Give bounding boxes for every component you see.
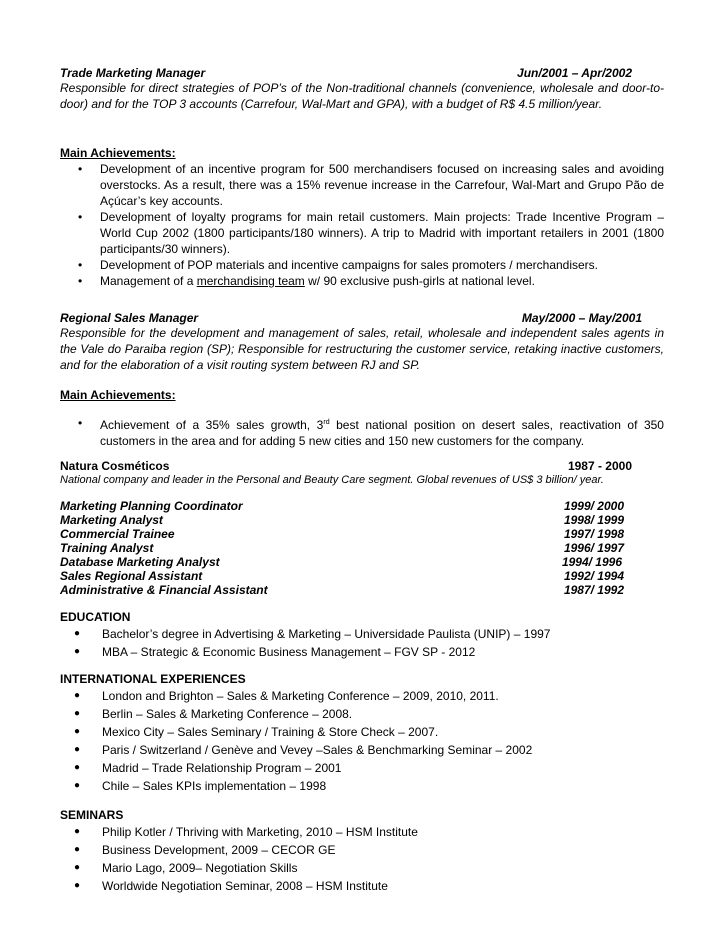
job-description: Responsible for direct strategies of POP’s of the Non-traditional channels (convenience, wholesale and door-to-door) and for the TOP 3 accounts (Carrefour, Wal-Mart and GPA), with a budget of R$ 4.5 million/year. — [60, 81, 664, 111]
list-item-text: best national position on desert sales, reactivation of 350 customers in the area and for adding 5 new cities and 150 new customers for the company. — [100, 418, 664, 448]
international-list — [60, 687, 664, 795]
achievement-list — [60, 415, 664, 449]
role-date: 1987/ 1992 — [563, 583, 624, 597]
role-title: Marketing Analyst — [60, 513, 163, 527]
role-row — [60, 569, 664, 583]
role-date: 1999/ 2000 — [563, 499, 624, 513]
list-item-text: w/ 90 exclusive push-girls at national level. — [304, 274, 535, 288]
company-description: National company and leader in the Personal and Beauty Care segment. Global revenues of US$ 3 billion/ year. — [60, 474, 604, 486]
role-row — [60, 583, 664, 597]
list-item: • Development of loyalty programs for main retail customers. Main projects: Trade Incentive Program – World Cup 2002 (1800 participants/180 winners). A trip to Madrid with important retailers in 2001 (1800 participants/30 winners). — [60, 209, 664, 257]
role-row — [60, 513, 664, 527]
job-date: Jun/2001 – Apr/2002 — [517, 66, 632, 80]
list-item: ● Worldwide Negotiation Seminar, 2008 – HSM Institute — [60, 877, 664, 895]
education-list — [60, 625, 664, 661]
list-item: ● Mario Lago, 2009– Negotiation Skills — [60, 859, 664, 877]
roles-list — [60, 499, 664, 597]
merchandising-team-link: merchandising team — [196, 274, 305, 288]
role-date: 1992/ 1994 — [563, 569, 624, 583]
role-row — [60, 541, 664, 555]
list-item — [60, 273, 664, 289]
list-item-text: Management of a — [100, 274, 197, 288]
list-item: ● Madrid – Trade Relationship Program – 2001 — [60, 759, 664, 777]
company-name: Natura Cosméticos — [60, 459, 170, 473]
role-title: Administrative & Financial Assistant — [60, 583, 268, 597]
role-row — [60, 499, 664, 513]
list-item: ● MBA – Strategic & Economic Business Management – FGV SP - 2012 — [60, 643, 664, 661]
role-title: Sales Regional Assistant — [60, 569, 203, 583]
list-item: ● Mexico City – Sales Seminary / Training & Store Check – 2007. — [60, 723, 664, 741]
list-item: ● Chile – Sales KPIs implementation – 1998 — [60, 777, 664, 795]
role-title: Commercial Trainee — [60, 527, 175, 541]
job-header — [60, 66, 664, 80]
list-item — [60, 415, 664, 449]
resume-page — [60, 66, 664, 895]
role-date: 1996/ 1997 — [563, 541, 624, 555]
list-item: ● Bachelor’s degree in Advertising & Marketing – Universidade Paulista (UNIP) – 1997 — [60, 625, 664, 643]
ordinal-suffix: rd — [323, 419, 330, 426]
job-description: Responsible for the development and management of sales, retail, wholesale and independent sales agents in the Vale do Paraiba region (SP); Responsible for restructuring the customer service, retaking inactive customers, and for the elaboration of a visit routing system between RJ and SP. — [60, 326, 664, 372]
section-heading: Main Achievements: — [60, 388, 176, 402]
job-header — [60, 311, 664, 325]
section-heading: INTERNATIONAL EXPERIENCES — [60, 672, 246, 686]
list-item: ● Berlin – Sales & Marketing Conference – 2008. — [60, 705, 664, 723]
company-header — [60, 459, 664, 473]
list-item: • Development of POP materials and incentive campaigns for sales promoters / merchandisers. — [60, 257, 664, 273]
job-title: Regional Sales Manager — [60, 311, 199, 325]
list-item: • Development of an incentive program for 500 merchandisers focused on increasing sales and avoiding overstocks. As a result, there was a 15% revenue increase in the Carrefour, Wal-Mart and Grupo Pão de Açúcar’s key accounts. — [60, 161, 664, 209]
list-item: ● Philip Kotler / Thriving with Marketing, 2010 – HSM Institute — [60, 823, 664, 841]
list-item-text: Achievement of a 35% sales growth, 3 — [100, 418, 324, 432]
section-heading: Main Achievements: — [60, 146, 176, 160]
role-title: Database Marketing Analyst — [60, 555, 220, 569]
company-period: 1987 - 2000 — [567, 459, 632, 473]
section-heading: EDUCATION — [60, 610, 131, 624]
role-date: 1998/ 1999 — [563, 513, 624, 527]
section-heading: SEMINARS — [60, 808, 124, 822]
job-title: Trade Marketing Manager — [60, 66, 206, 80]
list-item: ● Paris / Switzerland / Genève and Vevey –Sales & Benchmarking Seminar – 2002 — [60, 741, 664, 759]
role-title: Training Analyst — [60, 541, 154, 555]
achievement-list — [60, 161, 664, 289]
role-date: 1994/ 1996 — [561, 555, 622, 569]
list-item: ● Business Development, 2009 – CECOR GE — [60, 841, 664, 859]
role-date: 1997/ 1998 — [563, 527, 624, 541]
job-date: May/2000 – May/2001 — [521, 311, 642, 325]
list-item: ● London and Brighton – Sales & Marketing Conference – 2009, 2010, 2011. — [60, 687, 664, 705]
role-title: Marketing Planning Coordinator — [60, 499, 243, 513]
role-row — [60, 527, 664, 541]
seminars-list — [60, 823, 664, 895]
role-row — [60, 555, 664, 569]
